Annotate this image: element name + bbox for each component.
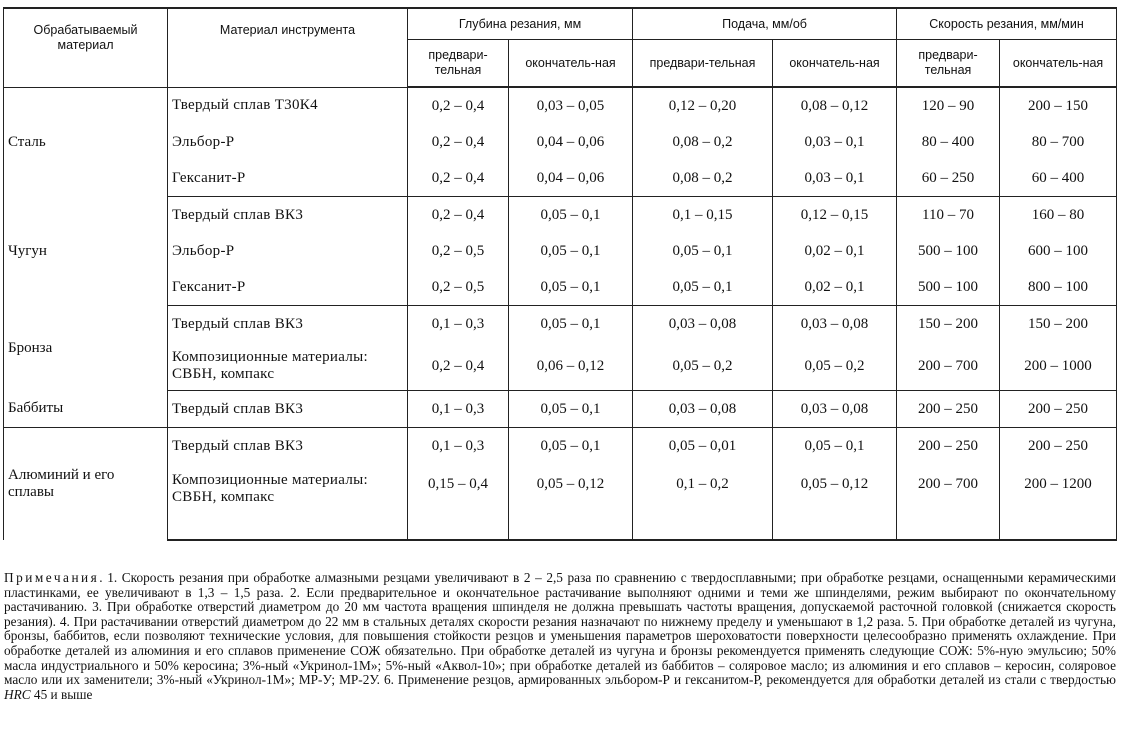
speed-pre-cell: 60 – 250 bbox=[897, 160, 1000, 197]
speed-pre-cell: 200 – 700 bbox=[897, 342, 1000, 391]
material-cell: Сталь bbox=[4, 87, 168, 197]
table-row bbox=[4, 233, 1117, 269]
speed-fin-cell: 60 – 400 bbox=[1000, 160, 1117, 197]
speed-pre-cell: 500 – 100 bbox=[897, 269, 1000, 306]
header-depth: Глубина резания, мм bbox=[408, 8, 633, 40]
feed-pre-cell: 0,1 – 0,15 bbox=[633, 197, 773, 234]
depth-pre-cell: 0,2 – 0,5 bbox=[408, 233, 509, 269]
depth-pre-cell: 0,2 – 0,4 bbox=[408, 197, 509, 234]
feed-fin-cell: 0,05 – 0,12 bbox=[773, 464, 897, 540]
depth-pre-cell: 0,15 – 0,4 bbox=[408, 464, 509, 540]
header-feed-final: окончатель-ная bbox=[773, 40, 897, 88]
feed-fin-cell: 0,03 – 0,1 bbox=[773, 124, 897, 160]
table-row bbox=[4, 160, 1117, 197]
notes-label: Примечания bbox=[4, 570, 100, 585]
header-feed-preliminary: предвари-тельная bbox=[633, 40, 773, 88]
material-cell: Алюминий и его сплавы bbox=[4, 428, 168, 541]
feed-pre-cell: 0,03 – 0,08 bbox=[633, 391, 773, 428]
table-row bbox=[4, 464, 1117, 540]
feed-pre-cell: 0,12 – 0,20 bbox=[633, 87, 773, 124]
speed-fin-cell: 200 – 1200 bbox=[1000, 464, 1117, 540]
feed-pre-cell: 0,03 – 0,08 bbox=[633, 306, 773, 343]
table-row bbox=[4, 87, 1117, 124]
speed-fin-cell: 600 – 100 bbox=[1000, 233, 1117, 269]
depth-pre-cell: 0,2 – 0,4 bbox=[408, 342, 509, 391]
tool-cell: Эльбор-Р bbox=[168, 233, 408, 269]
depth-pre-cell: 0,1 – 0,3 bbox=[408, 428, 509, 465]
speed-pre-cell: 120 – 90 bbox=[897, 87, 1000, 124]
speed-pre-cell: 150 – 200 bbox=[897, 306, 1000, 343]
tool-cell: Эльбор-Р bbox=[168, 124, 408, 160]
depth-pre-cell: 0,2 – 0,4 bbox=[408, 124, 509, 160]
speed-pre-cell: 200 – 250 bbox=[897, 391, 1000, 428]
tool-cell: Твердый сплав ВК3 bbox=[168, 428, 408, 465]
speed-pre-cell: 200 – 250 bbox=[897, 428, 1000, 465]
header-speed-final: окончатель-ная bbox=[1000, 40, 1117, 88]
material-cell: Бронза bbox=[4, 306, 168, 391]
notes-tail: 45 и выше bbox=[30, 686, 93, 702]
feed-fin-cell: 0,03 – 0,08 bbox=[773, 391, 897, 428]
depth-pre-cell: 0,2 – 0,4 bbox=[408, 87, 509, 124]
depth-pre-cell: 0,1 – 0,3 bbox=[408, 391, 509, 428]
speed-fin-cell: 200 – 250 bbox=[1000, 428, 1117, 465]
speed-fin-cell: 800 – 100 bbox=[1000, 269, 1117, 306]
tool-cell: Гексанит-Р bbox=[168, 160, 408, 197]
header-row bbox=[4, 8, 1117, 40]
table-row bbox=[4, 342, 1117, 391]
feed-fin-cell: 0,08 – 0,12 bbox=[773, 87, 897, 124]
header-speed-preliminary: предвари-тельная bbox=[897, 40, 1000, 88]
table-row bbox=[4, 306, 1117, 343]
speed-fin-cell: 150 – 200 bbox=[1000, 306, 1117, 343]
header-feed: Подача, мм/об bbox=[633, 8, 897, 40]
cutting-modes-table bbox=[3, 7, 1117, 541]
speed-fin-cell: 200 – 1000 bbox=[1000, 342, 1117, 391]
table-row bbox=[4, 124, 1117, 160]
tool-cell: Твердый сплав ВК3 bbox=[168, 197, 408, 234]
speed-pre-cell: 200 – 700 bbox=[897, 464, 1000, 540]
depth-pre-cell: 0,1 – 0,3 bbox=[408, 306, 509, 343]
speed-fin-cell: 80 – 700 bbox=[1000, 124, 1117, 160]
feed-pre-cell: 0,05 – 0,1 bbox=[633, 233, 773, 269]
speed-fin-cell: 160 – 80 bbox=[1000, 197, 1117, 234]
table-row bbox=[4, 197, 1117, 234]
header-material: Обрабатываемый материал bbox=[4, 8, 168, 87]
table-row bbox=[4, 269, 1117, 306]
notes-text: . 1. Скорость резания при обработке алмазными резцами увеличивают в 2 – 2,5 раза по сравнению с твердосплавными; при обработке резцами, оснащенными керамическими пластинками, ее увеличивают в 1,3 – 1,5 раза. 2. Если предварительное и окончательное растачивание выполняют одними и теми же шпинделями, режим выбирают по окончательному растачиванию. 3. При обработке отверстий диаметром до 20 мм частота вращения шпинделя не должна превышать частоты вращения, допускаемой расточной головкой (снижается скорость резания). 4. При растачивании отверстий диаметром до 22 мм в стальных деталях скорости резания назначают по нижнему пределу и уменьшают в 1,2 раза. 5. При обработке деталей из чугуна, бронзы, баббитов, если позволяют технические условия, для повышения стойкости резцов и уменьшения параметров шероховатости поверхности целесообразно применять охлаждение. При обработке деталей из алюминия и его сплавов применение СОЖ обязательно. При обработке деталей из чугуна и бронзы рекомендуется применять следующие СОЖ: 5%-ную эмульсию; 50% масла индустриального и 50% керосина; 3%-ный «Укринол-1М»; 5%-ный «Аквол-10»; при обработке деталей из баббитов – соляровое масло; из алюминия и его сплавов – керосин, соляровое масло или их заменители; 3%-ный «Укринол-1М»; МР-У; МР-2У. 6. Применение резцов, армированных эльбором-Р и гексанитом-Р, рекомендуется для обработки деталей из стали с твердостью bbox=[4, 570, 1116, 688]
tool-cell: Твердый сплав ВК3 bbox=[168, 306, 408, 343]
feed-pre-cell: 0,05 – 0,2 bbox=[633, 342, 773, 391]
depth-fin-cell: 0,03 – 0,05 bbox=[509, 87, 633, 124]
tool-cell: Композиционные материалы: СВБН, компакс bbox=[168, 342, 408, 391]
header-speed: Скорость резания, мм/мин bbox=[897, 8, 1117, 40]
depth-fin-cell: 0,05 – 0,1 bbox=[509, 197, 633, 234]
depth-fin-cell: 0,05 – 0,1 bbox=[509, 306, 633, 343]
tool-cell: Гексанит-Р bbox=[168, 269, 408, 306]
feed-fin-cell: 0,03 – 0,1 bbox=[773, 160, 897, 197]
depth-fin-cell: 0,05 – 0,1 bbox=[509, 391, 633, 428]
depth-fin-cell: 0,05 – 0,1 bbox=[509, 233, 633, 269]
speed-fin-cell: 200 – 250 bbox=[1000, 391, 1117, 428]
depth-fin-cell: 0,06 – 0,12 bbox=[509, 342, 633, 391]
speed-pre-cell: 500 – 100 bbox=[897, 233, 1000, 269]
feed-pre-cell: 0,05 – 0,1 bbox=[633, 269, 773, 306]
feed-fin-cell: 0,02 – 0,1 bbox=[773, 269, 897, 306]
header-tool: Материал инструмента bbox=[168, 8, 408, 87]
feed-pre-cell: 0,08 – 0,2 bbox=[633, 124, 773, 160]
header-depth-final: окончатель-ная bbox=[509, 40, 633, 88]
material-cell: Чугун bbox=[4, 197, 168, 306]
tool-cell: Композиционные материалы: СВБН, компакс bbox=[168, 464, 408, 540]
depth-pre-cell: 0,2 – 0,4 bbox=[408, 160, 509, 197]
feed-pre-cell: 0,05 – 0,01 bbox=[633, 428, 773, 465]
depth-fin-cell: 0,05 – 0,12 bbox=[509, 464, 633, 540]
feed-fin-cell: 0,03 – 0,08 bbox=[773, 306, 897, 343]
material-cell: Баббиты bbox=[4, 391, 168, 428]
depth-fin-cell: 0,04 – 0,06 bbox=[509, 160, 633, 197]
speed-pre-cell: 80 – 400 bbox=[897, 124, 1000, 160]
feed-fin-cell: 0,05 – 0,2 bbox=[773, 342, 897, 391]
feed-fin-cell: 0,02 – 0,1 bbox=[773, 233, 897, 269]
feed-fin-cell: 0,05 – 0,1 bbox=[773, 428, 897, 465]
notes-hrc: HRC bbox=[4, 686, 31, 702]
depth-fin-cell: 0,04 – 0,06 bbox=[509, 124, 633, 160]
speed-fin-cell: 200 – 150 bbox=[1000, 87, 1117, 124]
depth-fin-cell: 0,05 – 0,1 bbox=[509, 269, 633, 306]
depth-fin-cell: 0,05 – 0,1 bbox=[509, 428, 633, 465]
depth-pre-cell: 0,2 – 0,5 bbox=[408, 269, 509, 306]
table-row bbox=[4, 428, 1117, 465]
feed-pre-cell: 0,08 – 0,2 bbox=[633, 160, 773, 197]
table-notes bbox=[4, 571, 1116, 702]
header-depth-preliminary: предвари-тельная bbox=[408, 40, 509, 88]
feed-pre-cell: 0,1 – 0,2 bbox=[633, 464, 773, 540]
tool-cell: Твердый сплав ВК3 bbox=[168, 391, 408, 428]
table-row bbox=[4, 391, 1117, 428]
tool-cell: Твердый сплав Т30К4 bbox=[168, 87, 408, 124]
speed-pre-cell: 110 – 70 bbox=[897, 197, 1000, 234]
feed-fin-cell: 0,12 – 0,15 bbox=[773, 197, 897, 234]
